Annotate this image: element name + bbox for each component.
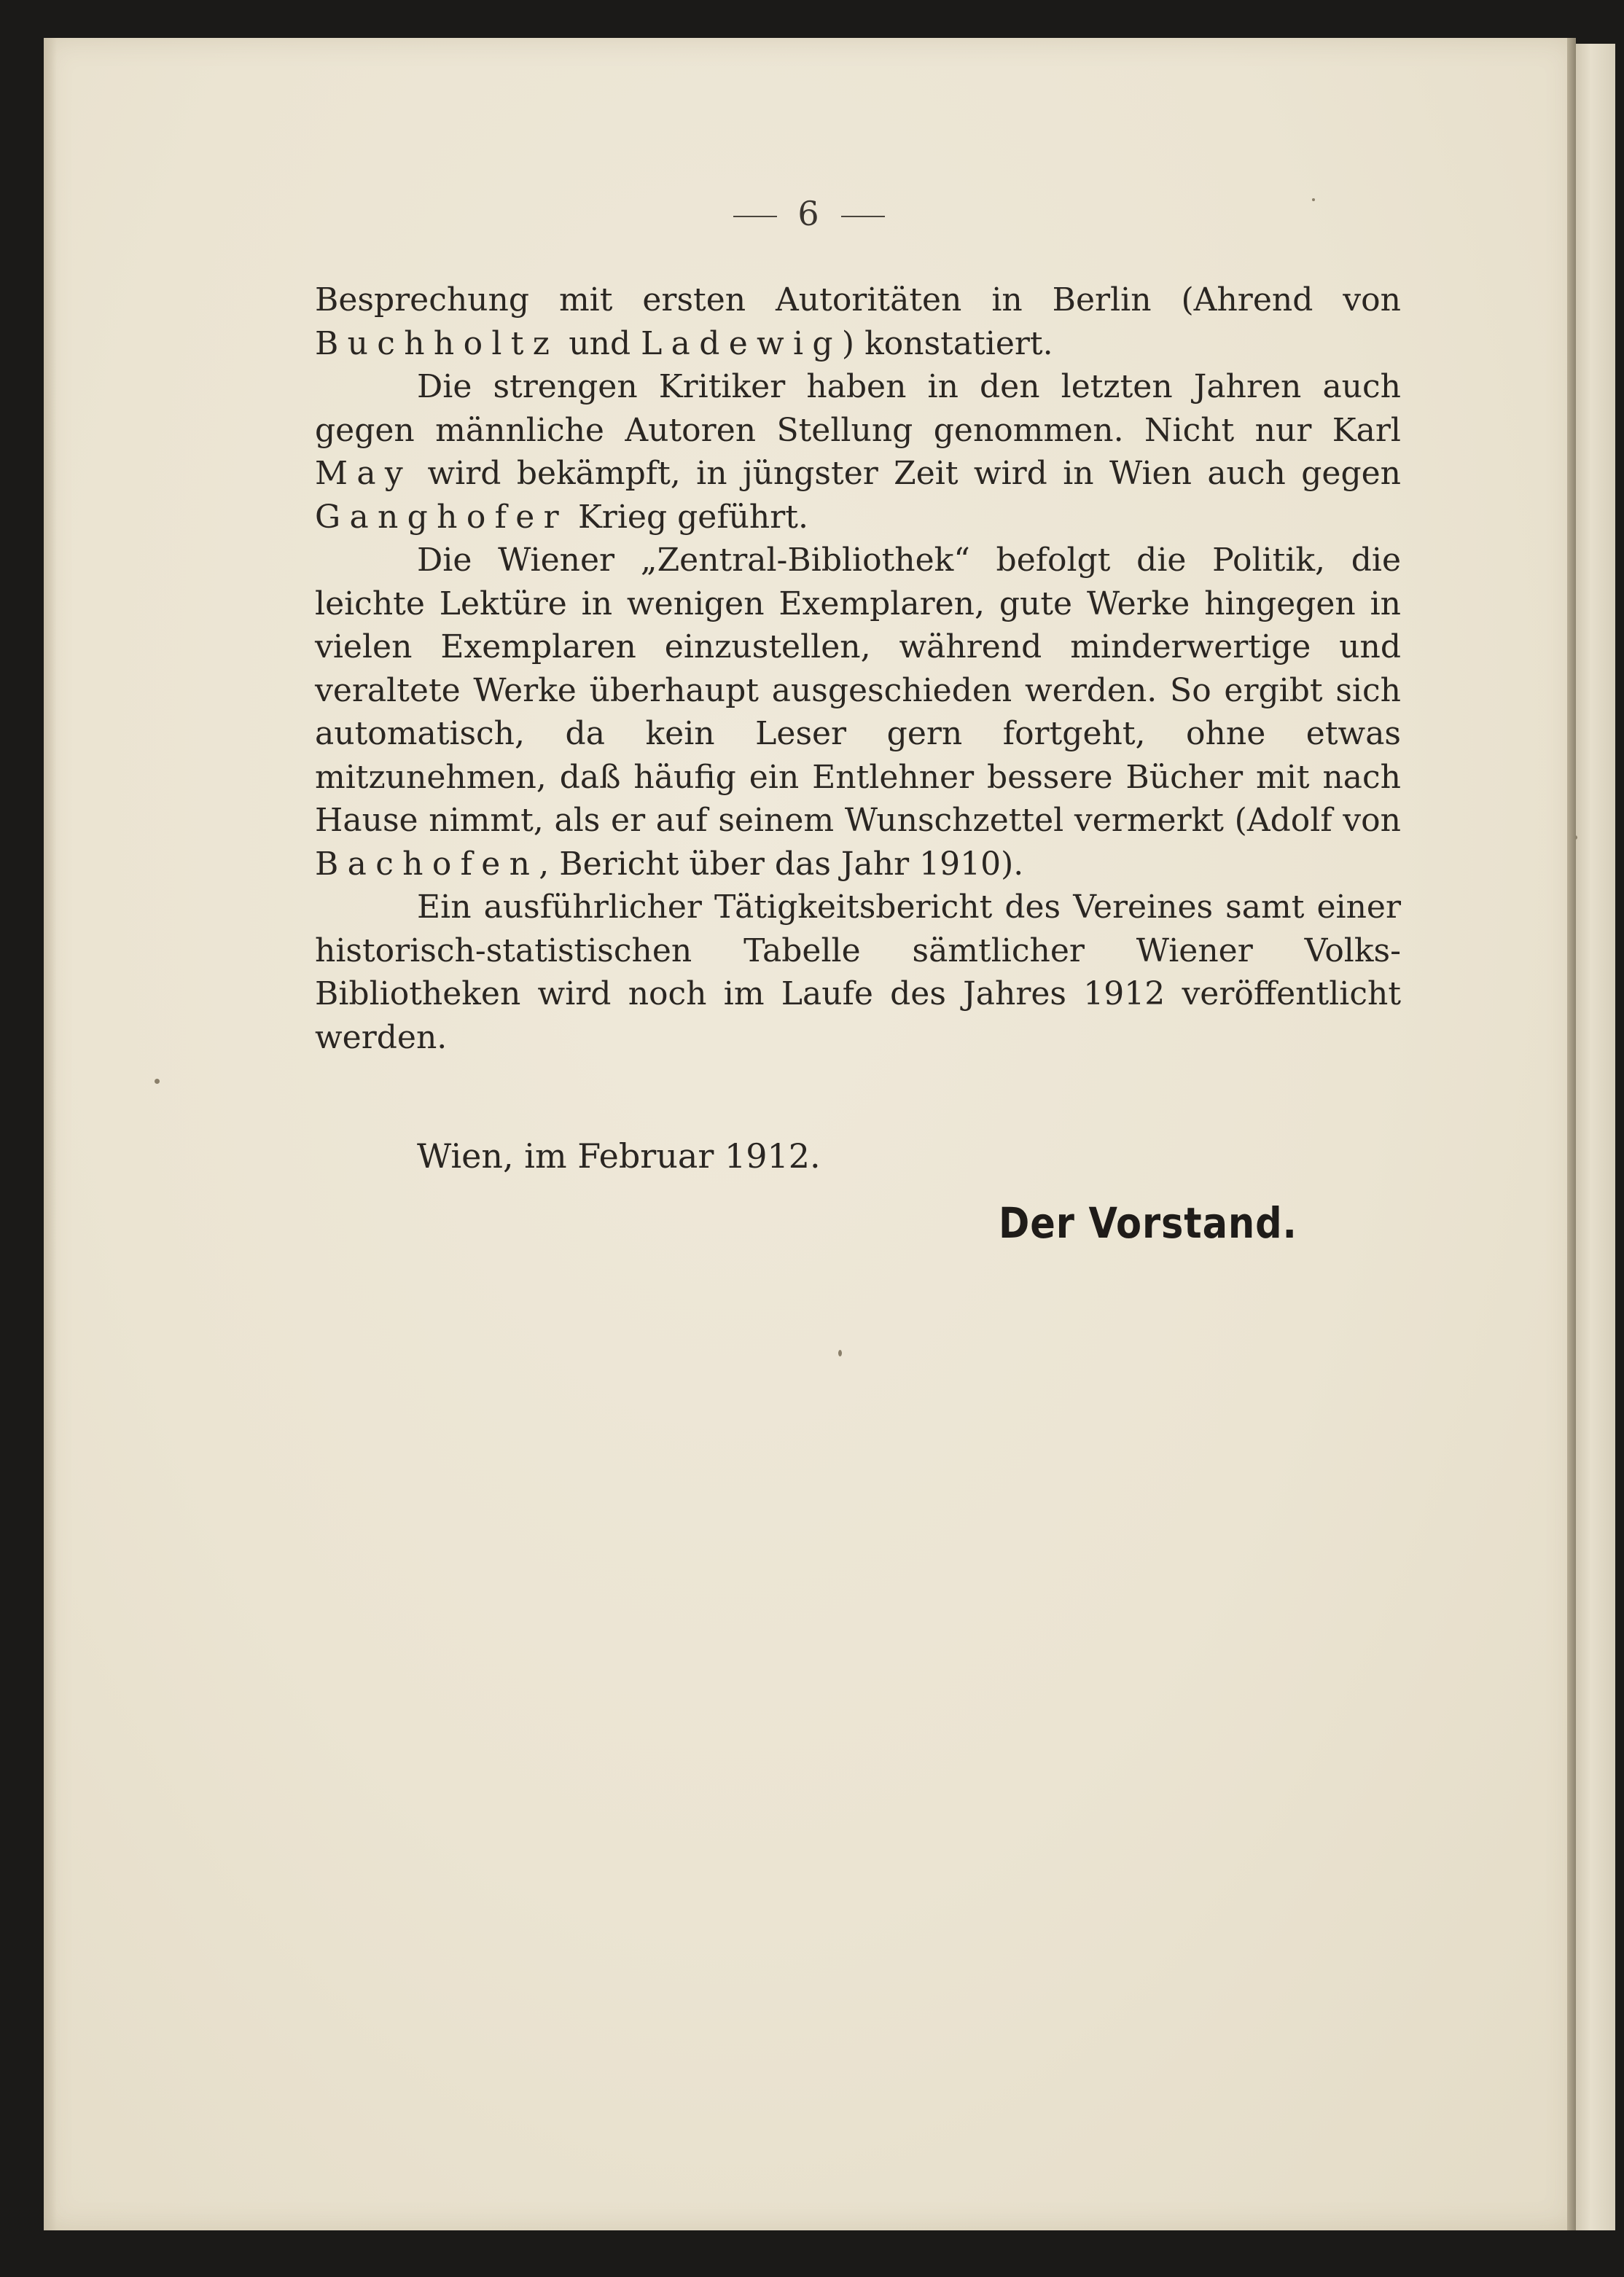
body-text: [315, 278, 1401, 1059]
page-header: [44, 194, 1574, 233]
text-run: und: [558, 324, 641, 362]
text-run: Ein ausführlicher Tätigkeitsbericht des Vereines samt einer historisch-statistischen Tabelle sämtlicher Wiener Volks-Bibliotheken wird noch im Laufe des Jahres 1912 veröffentlicht werden.: [315, 888, 1401, 1056]
spaced-name: May: [315, 455, 413, 492]
signature: Der Vorstand.: [999, 1198, 1297, 1248]
spaced-name: Bachofen: [315, 845, 539, 883]
text-run: Die strengen Kritiker haben in den letzten Jahren auch gegen männliche Autoren Stellung genommen. Nicht nur Karl: [315, 368, 1401, 449]
header-dash-right: [841, 216, 885, 217]
date-line: Wien, im Februar 1912.: [417, 1136, 821, 1176]
text-run: , Bericht über das Jahr 1910).: [539, 845, 1024, 883]
document-page: [44, 38, 1574, 2230]
paper-speck: [155, 1079, 160, 1084]
paper-speck: [838, 1350, 842, 1356]
page-shadow-edge: [44, 38, 57, 2230]
header-dash-left: [733, 216, 777, 217]
text-run: Krieg geführt.: [567, 498, 808, 536]
facing-page-edge: [1574, 44, 1615, 2230]
paragraph: [315, 539, 1401, 886]
text-run: ) konstatiert.: [841, 324, 1053, 362]
page-number: 6: [797, 194, 821, 233]
binding-gutter: [1567, 38, 1576, 2230]
spaced-name: Ladewig: [641, 324, 842, 362]
text-run: Die Wiener „Zentral-Bibliothek“ befolgt die Politik, die leichte Lektüre in wenigen Exemplaren, gute Werke hingegen in vielen Exemplaren einzustellen, während minderwertige und veraltete Werke überhaupt ausgeschieden werden. So ergibt sich automatisch, da kein Leser gern fortgeht, ohne etwas mitzunehmen, daß häufig ein Entlehner bessere Bücher mit nach Hause nimmt, als er auf seinem Wunschzettel vermerkt (Adolf von: [315, 542, 1401, 839]
paragraph: [315, 278, 1401, 365]
spaced-name: Buchholtz: [315, 324, 559, 362]
paragraph: [315, 365, 1401, 539]
paper-speck: [1312, 198, 1315, 201]
text-run: Besprechung mit ersten Autoritäten in Berlin (Ahrend von: [315, 281, 1401, 319]
spaced-name: Ganghofer: [315, 498, 568, 536]
paragraph: [315, 886, 1401, 1059]
text-run: wird bekämpft, in jüngster Zeit wird in Wien auch gegen: [412, 455, 1401, 492]
